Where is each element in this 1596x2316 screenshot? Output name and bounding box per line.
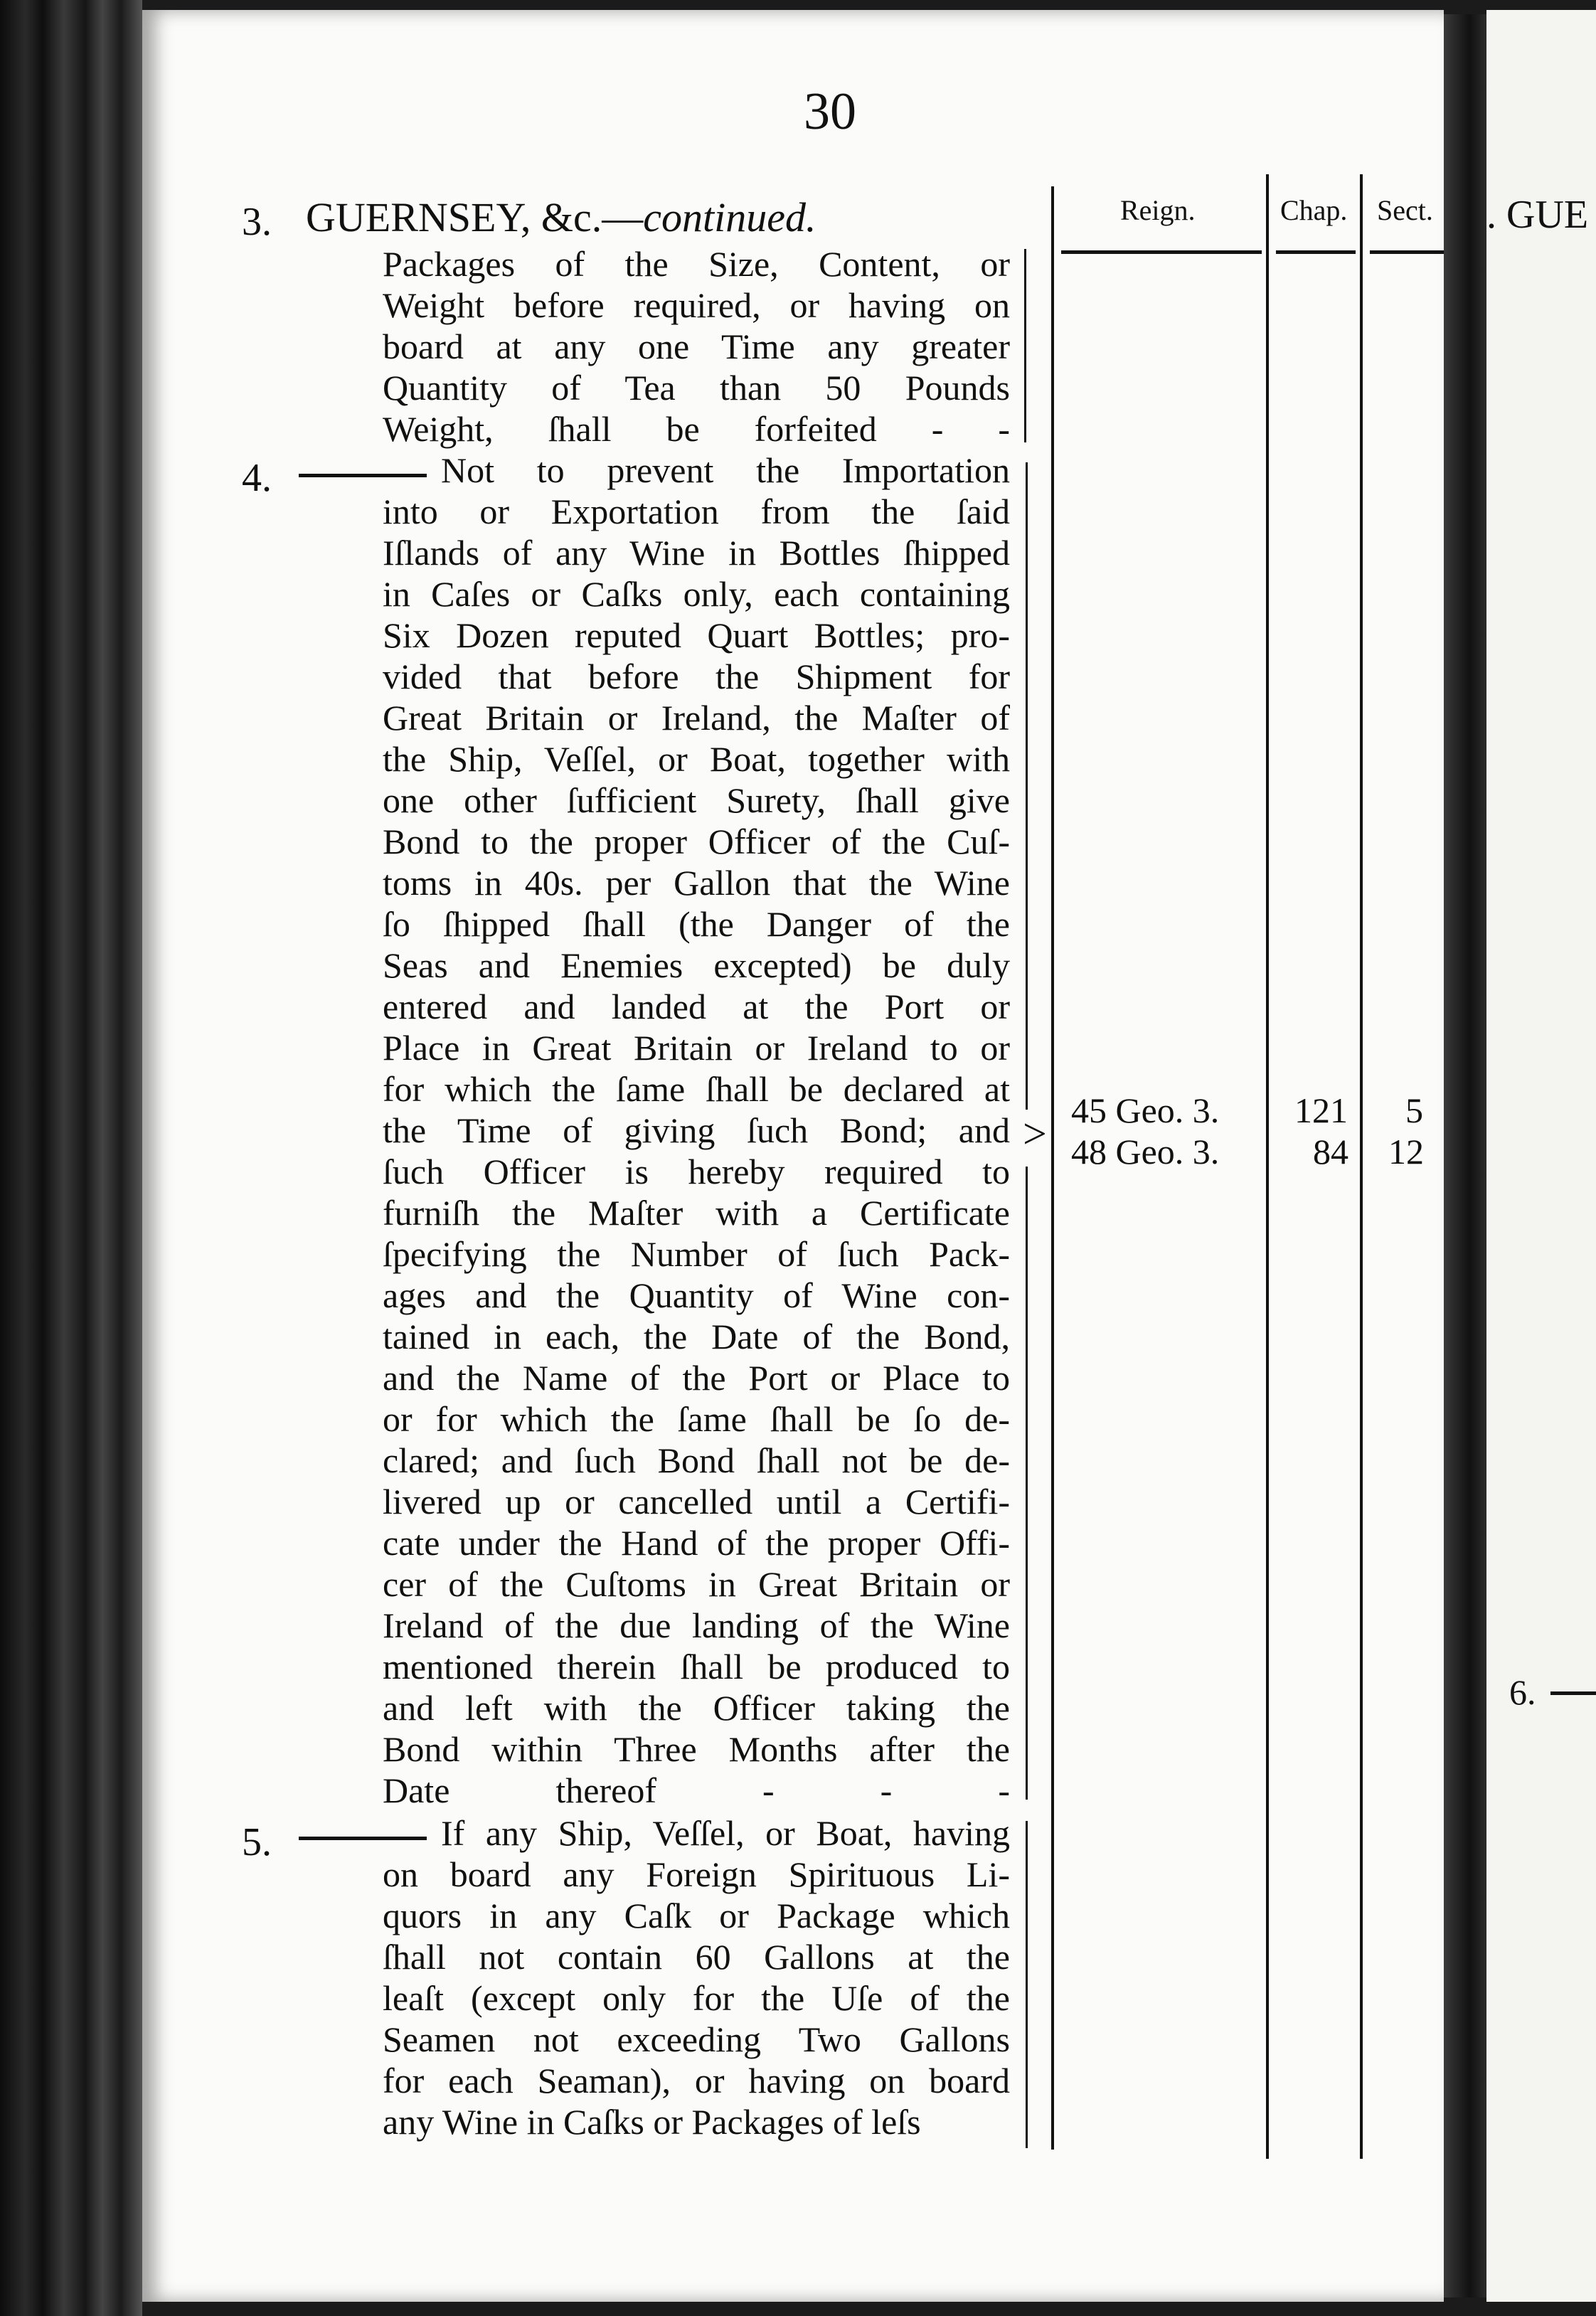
next-page-dash — [1550, 1691, 1596, 1695]
column-header-sect: Sect. — [1377, 194, 1433, 226]
para4-line: furniſh the Maſter with a Certificate — [383, 1193, 1010, 1233]
para4-brace: > — [1023, 1110, 1047, 1157]
column-header-chap: Chap. — [1280, 194, 1348, 226]
para4-line: ſo ſhipped ſhall (the Danger of the — [383, 904, 1010, 944]
para4-line: the Time of giving ſuch Bond; and — [383, 1110, 1010, 1150]
para4-line: Place in Great Britain or Ireland to or — [383, 1028, 1010, 1068]
para5-bracket — [1026, 1821, 1028, 2148]
rule-chap-column — [1360, 174, 1363, 2159]
para4-line: one other ſufficient Surety, ſhall give — [383, 780, 1010, 820]
para5-dash — [299, 1837, 427, 1840]
next-page-header: . GUE — [1486, 193, 1589, 237]
para5-line: on board any Foreign Spirituous Li- — [383, 1854, 1010, 1894]
para4-line: the Ship, Veſſel, or Boat, together with — [383, 739, 1010, 779]
para4-line: Not to prevent the Importation — [441, 450, 1010, 490]
para5-line: leaſt (except only for the Uſe of the — [383, 1978, 1010, 2018]
ref-reign: 45 Geo. 3. — [1071, 1090, 1220, 1130]
para4-line: vided that before the Shipment for — [383, 657, 1010, 696]
para5-line: any Wine in Caſks or Packages of leſs — [383, 2102, 921, 2142]
header-underline-reign — [1061, 250, 1262, 254]
para4-number: 4. — [242, 456, 272, 500]
para4-line: Seas and Enemies excepted) be duly — [383, 945, 1010, 985]
ref-chap: 121 — [1294, 1090, 1348, 1130]
para4-line: Six Dozen reputed Quart Bottles; pro- — [383, 615, 1010, 655]
para5-line: ſhall not contain 60 Gallons at the — [383, 1937, 1010, 1977]
para4-line: or for which the ſame ſhall be ſo de- — [383, 1399, 1010, 1439]
para5-line: quors in any Caſk or Package which — [383, 1896, 1010, 1935]
para4-line: for which the ſame ſhall be declared at — [383, 1069, 1010, 1109]
book-edge — [0, 0, 142, 2316]
ref-sect: 5 — [1405, 1090, 1423, 1130]
para4-line: Ireland of the due landing of the Wine — [383, 1605, 1010, 1645]
para4-line: into or Exportation from the ſaid — [383, 492, 1010, 531]
header-underline-sect — [1370, 250, 1444, 254]
para4-line: Great Britain or Ireland, the Maſter of — [383, 698, 1010, 738]
para4-line: tained in each, the Date of the Bond, — [383, 1317, 1010, 1356]
para5-line: for each Seaman), or having on board — [383, 2061, 1010, 2100]
para4-line: entered and landed at the Port or — [383, 987, 1010, 1026]
para4-line: Date thereof - - - — [383, 1770, 1010, 1810]
para4-line: toms in 40s. per Gallon that the Wine — [383, 863, 1010, 903]
para4-line: and left with the Officer taking the — [383, 1688, 1010, 1728]
section-title — [306, 193, 816, 241]
para4-line: Iſlands of any Wine in Bottles ſhipped — [383, 533, 1010, 573]
para5-number: 5. — [242, 1820, 272, 1864]
para4-line: and the Name of the Port or Place to — [383, 1358, 1010, 1398]
para5-line: If any Ship, Veſſel, or Boat, having — [441, 1813, 1010, 1853]
para4-line: ſpecifying the Number of ſuch Pack- — [383, 1234, 1010, 1274]
para4-line: cate under the Hand of the proper Offi- — [383, 1523, 1010, 1563]
page-number: 30 — [804, 83, 856, 141]
para4-line: clared; and ſuch Bond ſhall not be de- — [383, 1440, 1010, 1480]
para4-line: Bond within Three Months after the — [383, 1729, 1010, 1769]
rule-reign-column — [1266, 174, 1269, 2159]
para5-line: Seamen not exceeding Two Gallons — [383, 2019, 1010, 2059]
ref-chap: 84 — [1313, 1132, 1348, 1172]
rule-text-column — [1051, 186, 1054, 2150]
para4-line: Bond to the proper Officer of the Cuſ- — [383, 822, 1010, 861]
column-header-reign: Reign. — [1120, 194, 1196, 226]
para4-bracket-lower — [1026, 1167, 1028, 1800]
para4-dash — [299, 474, 427, 477]
para3-line: board at any one Time any greater — [383, 326, 1010, 366]
para3-line: Quantity of Tea than 50 Pounds — [383, 368, 1010, 408]
para4-line: ages and the Quantity of Wine con- — [383, 1275, 1010, 1315]
book-spine — [1444, 14, 1486, 2298]
para3-line: Packages of the Size, Content, or — [383, 244, 1010, 284]
ref-sect: 12 — [1388, 1132, 1424, 1172]
section-continued: continued. — [643, 194, 816, 240]
para4-line: in Caſes or Caſks only, each containing — [383, 574, 1010, 614]
para4-line: livered up or cancelled until a Certifi- — [383, 1482, 1010, 1521]
next-page-edge — [1486, 10, 1596, 2302]
para4-line: mentioned therein ſhall be produced to — [383, 1647, 1010, 1686]
para3-bracket — [1024, 249, 1026, 442]
section-title-text: GUERNSEY, &c.— — [306, 194, 644, 240]
section-number: 3. — [242, 200, 272, 244]
para3-line: Weight before required, or having on — [383, 285, 1010, 325]
ref-reign: 48 Geo. 3. — [1071, 1132, 1220, 1172]
para4-line: cer of the Cuſtoms in Great Britain or — [383, 1564, 1010, 1604]
next-page-number: 6. — [1509, 1672, 1536, 1712]
para3-line: Weight, ſhall be forfeited - - — [383, 409, 1010, 449]
para4-line: ſuch Officer is hereby required to — [383, 1152, 1010, 1191]
header-underline-chap — [1276, 250, 1356, 254]
para4-bracket-upper — [1026, 462, 1028, 1110]
